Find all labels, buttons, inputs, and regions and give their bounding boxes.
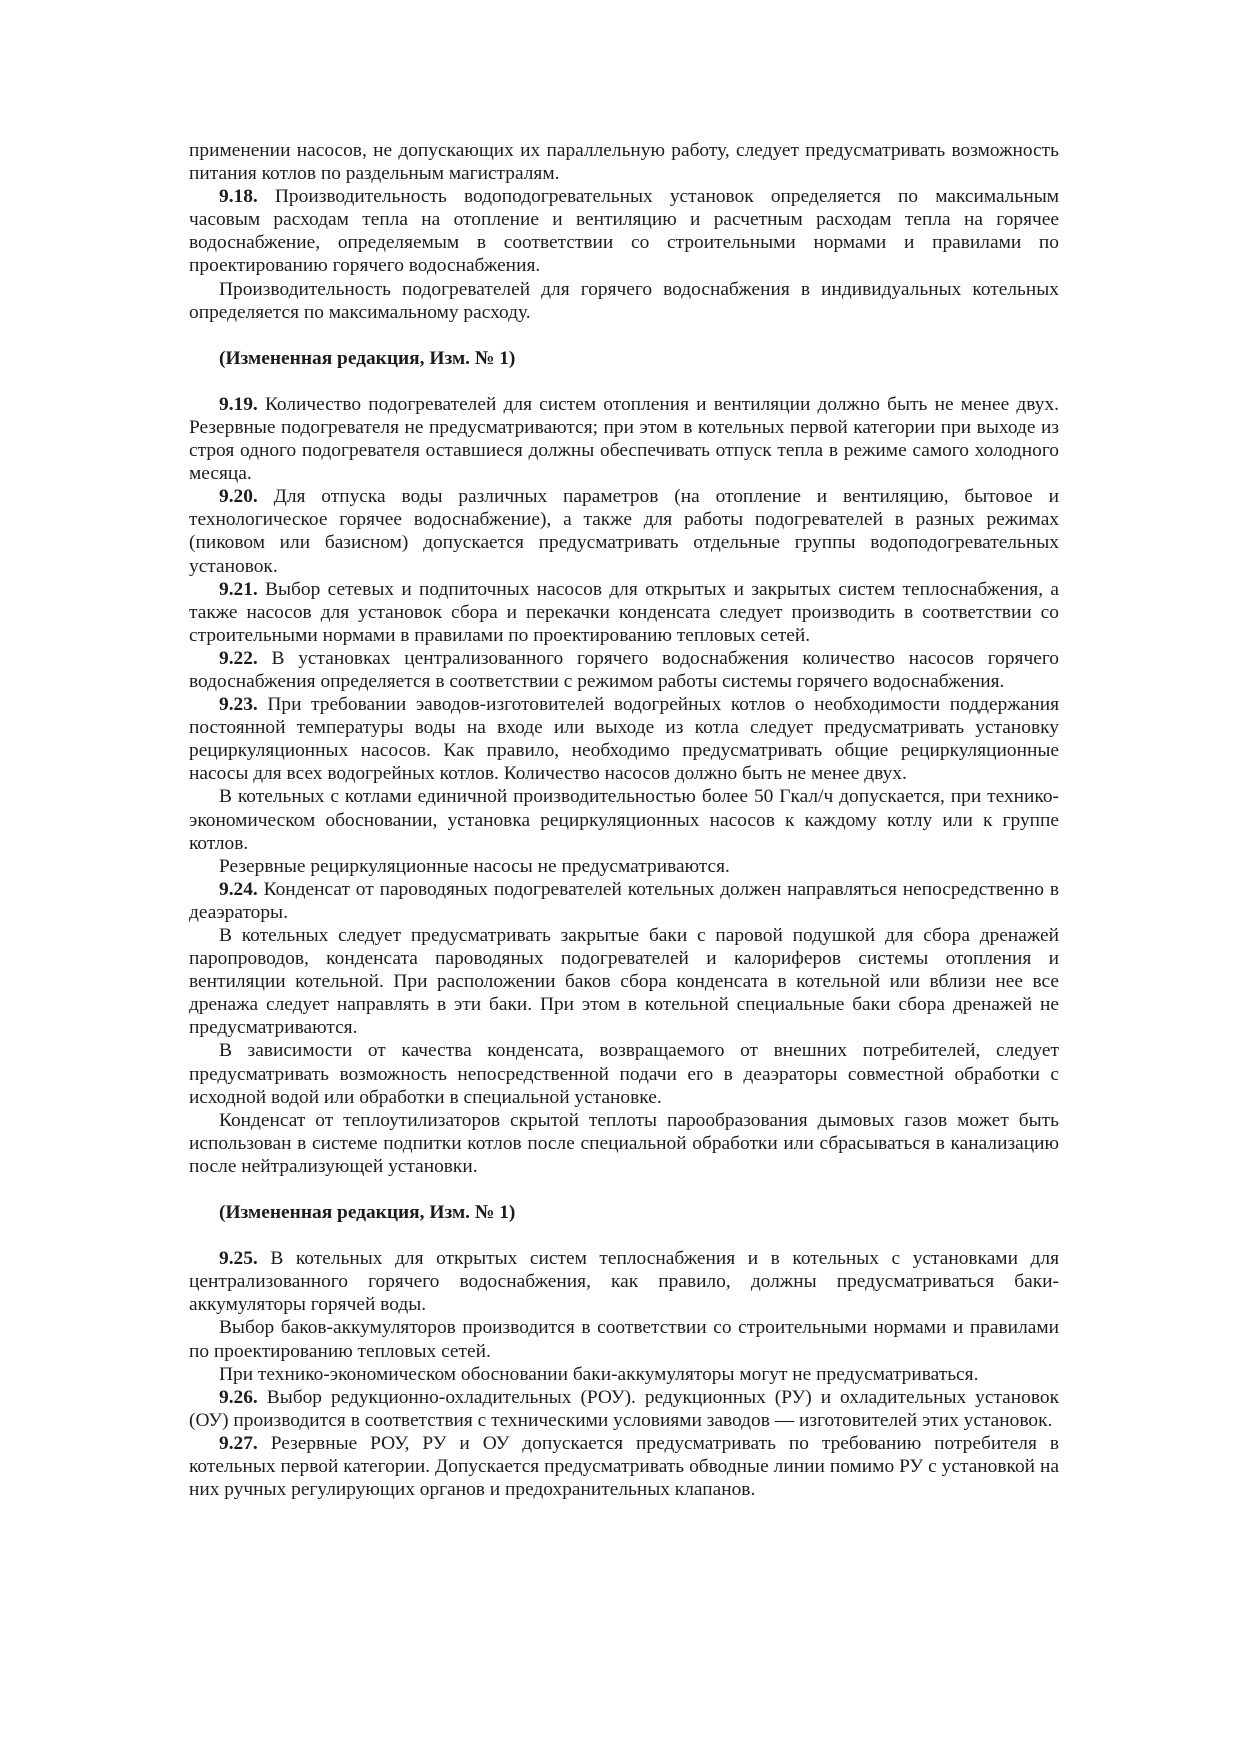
paragraph-9-19 [189,393,1059,485]
paragraph-continuation [189,139,1059,185]
paragraph-9-20 [189,485,1059,577]
paragraph-text: При требовании эаводов-изготовителей водогрейных котлов о необходимости поддержания постоянной температуры воды на входе или выходе из котла следует предусматривать установку рециркуляционных насосов. Как правило, необходимо предусматривать общие рециркуляционные насосы для всех водогрейных котлов. Количество насосов должно быть не менее двух. [189,694,1059,785]
paragraph-9-26 [189,1386,1059,1432]
paragraph-text: Конденсат от пароводяных подогревателей котельных должен направляться непосредственно в деаэраторы. [189,878,1059,923]
clause-number: 9.27. [219,1432,258,1454]
edition-note [189,1201,1059,1224]
clause-number: 9.19. [219,393,258,415]
paragraph-text: В котельных для открытых систем теплоснабжения и в котельных с установками для централизованного горячего водоснабжения, как правило, должны предусматриваться баки-аккумуляторы горячей воды. [189,1248,1059,1316]
document-page [189,139,1059,1501]
paragraph-text: Резервные рециркуляционные насосы не предусматриваются. [219,855,730,877]
clause-number: 9.25. [219,1248,258,1270]
edition-note-text: (Измененная редакция, Изм. № 1) [219,1202,516,1224]
paragraph [189,855,1059,878]
paragraph-text: Выбор сетевых и подпиточных насосов для открытых и закрытых систем теплоснабжения, а также насосов для установок сбора и перекачки конденсата следует производить в соответствии со строительными нормами в правилами по проектированию тепловых сетей. [189,578,1059,646]
paragraph-9-23 [189,693,1059,785]
paragraph [189,924,1059,1039]
paragraph-9-24 [189,878,1059,924]
paragraph-9-27 [189,1432,1059,1501]
paragraph-text: Производительность водоподогревательных установок определяется по максимальным часовым расходам тепла на отопление и вентиляцию и расчетным расходам тепла на горячее водоснабжение, определяемым в соответствии со строительными нормами и правилами по проектированию горячего водоснабжения. [189,186,1059,277]
paragraph [189,1039,1059,1108]
paragraph-text: Количество подогревателей для систем отопления и вентиляции должно быть не менее двух. Резервные подогревателя не предусматриваются; при этом в котельных первой категории при выходе из строя одного подогревателя оставшиеся должны обеспечивать отпуск тепла в режиме самого холодного месяца. [189,393,1059,485]
paragraph [189,1109,1059,1178]
clause-number: 9.26. [219,1386,258,1408]
paragraph-text: В установках централизованного горячего водоснабжения количество насосов горячего водоснабжения определяется в соответствии с режимом работы системы горячего водоснабжения. [189,647,1059,692]
paragraph-text: Резервные РОУ, РУ и ОУ допускается предусматривать по требованию потребителя в котельных первой категории. Допускается предусматривать обводные линии помимо РУ с установкой на них ручных регулирующих органов и предохранительных клапанов. [189,1432,1059,1501]
clause-number: 9.20. [219,486,258,508]
edition-note-text: (Измененная редакция, Изм. № 1) [219,347,516,369]
clause-number: 9.21. [219,578,258,600]
paragraph-9-25 [189,1247,1059,1316]
paragraph [189,785,1059,854]
paragraph-text: применении насосов, не допускающих их параллельную работу, следует предусматривать возможность питания котлов по раздельным магистралям. [189,140,1059,185]
paragraph [189,1363,1059,1386]
edition-note [189,347,1059,370]
paragraph-text: В зависимости от качества конденсата, возвращаемого от внешних потребителей, следует предусматривать возможность непосредственной подачи его в деаэраторы совместной обработки с исходной водой или обработки в специальной установке. [189,1040,1059,1108]
paragraph-text: Выбор баков-аккумуляторов производится в соответствии со строительными нормами и правилами по проектированию тепловых сетей. [189,1317,1059,1362]
paragraph-9-22 [189,647,1059,693]
paragraph-text: Выбор редукционно-охладительных (РОУ). редукционных (РУ) и охладительных установок (ОУ) производится в соответствия с техническими условиями заводов — изготовителей этих установок. [189,1386,1059,1431]
paragraph-text: В котельных следует предусматривать закрытые баки с паровой подушкой для сбора дренажей паропроводов, конденсата пароводяных подогревателей и калориферов системы отопления и вентиляции котельной. При расположении баков сбора конденсата в котельной или вблизи нее все дренажа следует направлять в эти баки. При этом в котельной специальные баки сбора дренажей не предусматриваются. [189,925,1059,1039]
paragraph-text: В котельных с котлами единичной производительностью более 50 Гкал/ч допускается, при технико-экономическом обосновании, установка рециркуляционных насосов к каждому котлу или к группе котлов. [189,786,1059,854]
clause-number: 9.22. [219,647,258,669]
paragraph-text: Конденсат от теплоутилизаторов скрытой теплоты парообразования дымовых газов может быть использован в системе подпитки котлов после специальной обработки или сбрасываться в канализацию после нейтрализующей установки. [189,1109,1059,1177]
paragraph-text: Для отпуска воды различных параметров (на отопление и вентиляцию, бытовое и технологическое горячее водоснабжение), а также для работы подогревателей в разных режимах (пиковом или базисном) допускается предусматривать отдельные группы водоподогревательных установок. [189,486,1059,577]
clause-number: 9.24. [219,878,258,900]
paragraph-9-18 [189,185,1059,277]
paragraph [189,1316,1059,1362]
paragraph-text: При технико-экономическом обосновании баки-аккумуляторы могут не предусматриваться. [219,1363,979,1385]
paragraph [189,278,1059,324]
paragraph-text: Производительность подогревателей для горячего водоснабжения в индивидуальных котельных определяется по максимальному расходу. [189,278,1059,323]
paragraph-9-21 [189,578,1059,647]
clause-number: 9.23. [219,694,258,716]
clause-number: 9.18. [219,186,258,208]
